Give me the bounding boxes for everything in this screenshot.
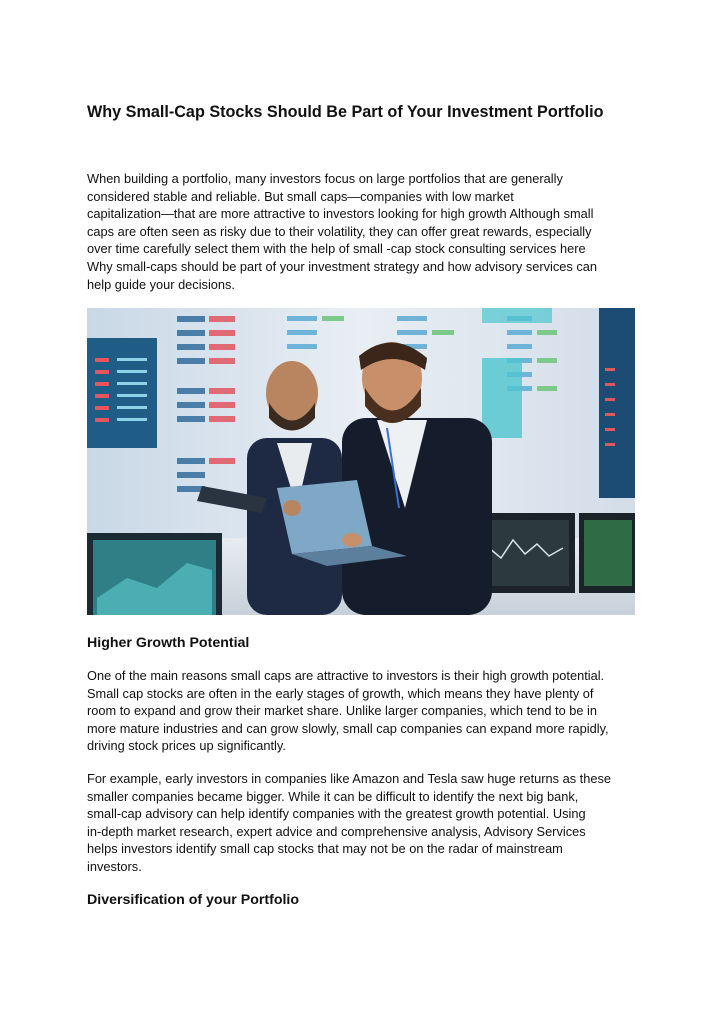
- growth-paragraph-1: [87, 667, 642, 755]
- paragraph-line: Why small-caps should be part of your investment strategy and how advisory services can: [87, 258, 597, 274]
- growth-paragraph-2: [87, 770, 642, 876]
- paragraph-line: small-cap advisory can help identify companies with the greatest growth potential. Using: [87, 806, 586, 822]
- paragraph-line: For example, early investors in companies like Amazon and Tesla saw huge returns as these: [87, 771, 611, 786]
- paragraph-line: more mature industries and can grow slowly, small cap companies can expand more rapidly,: [87, 720, 609, 736]
- paragraph-line: When building a portfolio, many investors focus on large portfolios that are generally: [87, 171, 563, 186]
- paragraph-line: room to expand and grow their market share. Unlike larger companies, which tend to be in: [87, 703, 598, 719]
- paragraph-line: in-depth market research, expert advice and comprehensive analysis, Advisory Services: [87, 823, 586, 839]
- document-title: Why Small-Cap Stocks Should Be Part of Your Investment Portfolio: [87, 103, 604, 121]
- paragraph-line: over time carefully select them with the help of small -cap stock consulting services here: [87, 241, 586, 257]
- paragraph-line: One of the main reasons small caps are attractive to investors is their high growth potential.: [87, 668, 605, 683]
- photo-illustration: [87, 308, 635, 615]
- paragraph-line: Small cap stocks are often in the early stages of growth, which means they have plenty of: [87, 685, 594, 701]
- section-heading-diversification: Diversification of your Portfolio: [87, 892, 300, 908]
- businessmen-trading-photo: [87, 308, 635, 615]
- paragraph-line: caps are often seen as risky due to their volatility, they can offer great rewards, especially: [87, 223, 592, 239]
- paragraph-line: help guide your decisions.: [87, 276, 235, 292]
- paragraph-line: helps investors identify small cap stocks that may not be on the radar of mainstream: [87, 841, 563, 857]
- paragraph-line: considered stable and reliable. But small caps—companies with low market: [87, 188, 514, 204]
- paragraph-line: smaller companies became bigger. While it can be difficult to identify the next big bank,: [87, 788, 579, 804]
- paragraph-line: investors.: [87, 858, 142, 874]
- paragraph-line: driving stock prices up significantly.: [87, 738, 286, 754]
- section-heading-growth: Higher Growth Potential: [87, 635, 250, 651]
- paragraph-line: capitalization—that are more attractive to investors looking for high growth Although small: [87, 206, 594, 222]
- intro-paragraph: [87, 170, 642, 293]
